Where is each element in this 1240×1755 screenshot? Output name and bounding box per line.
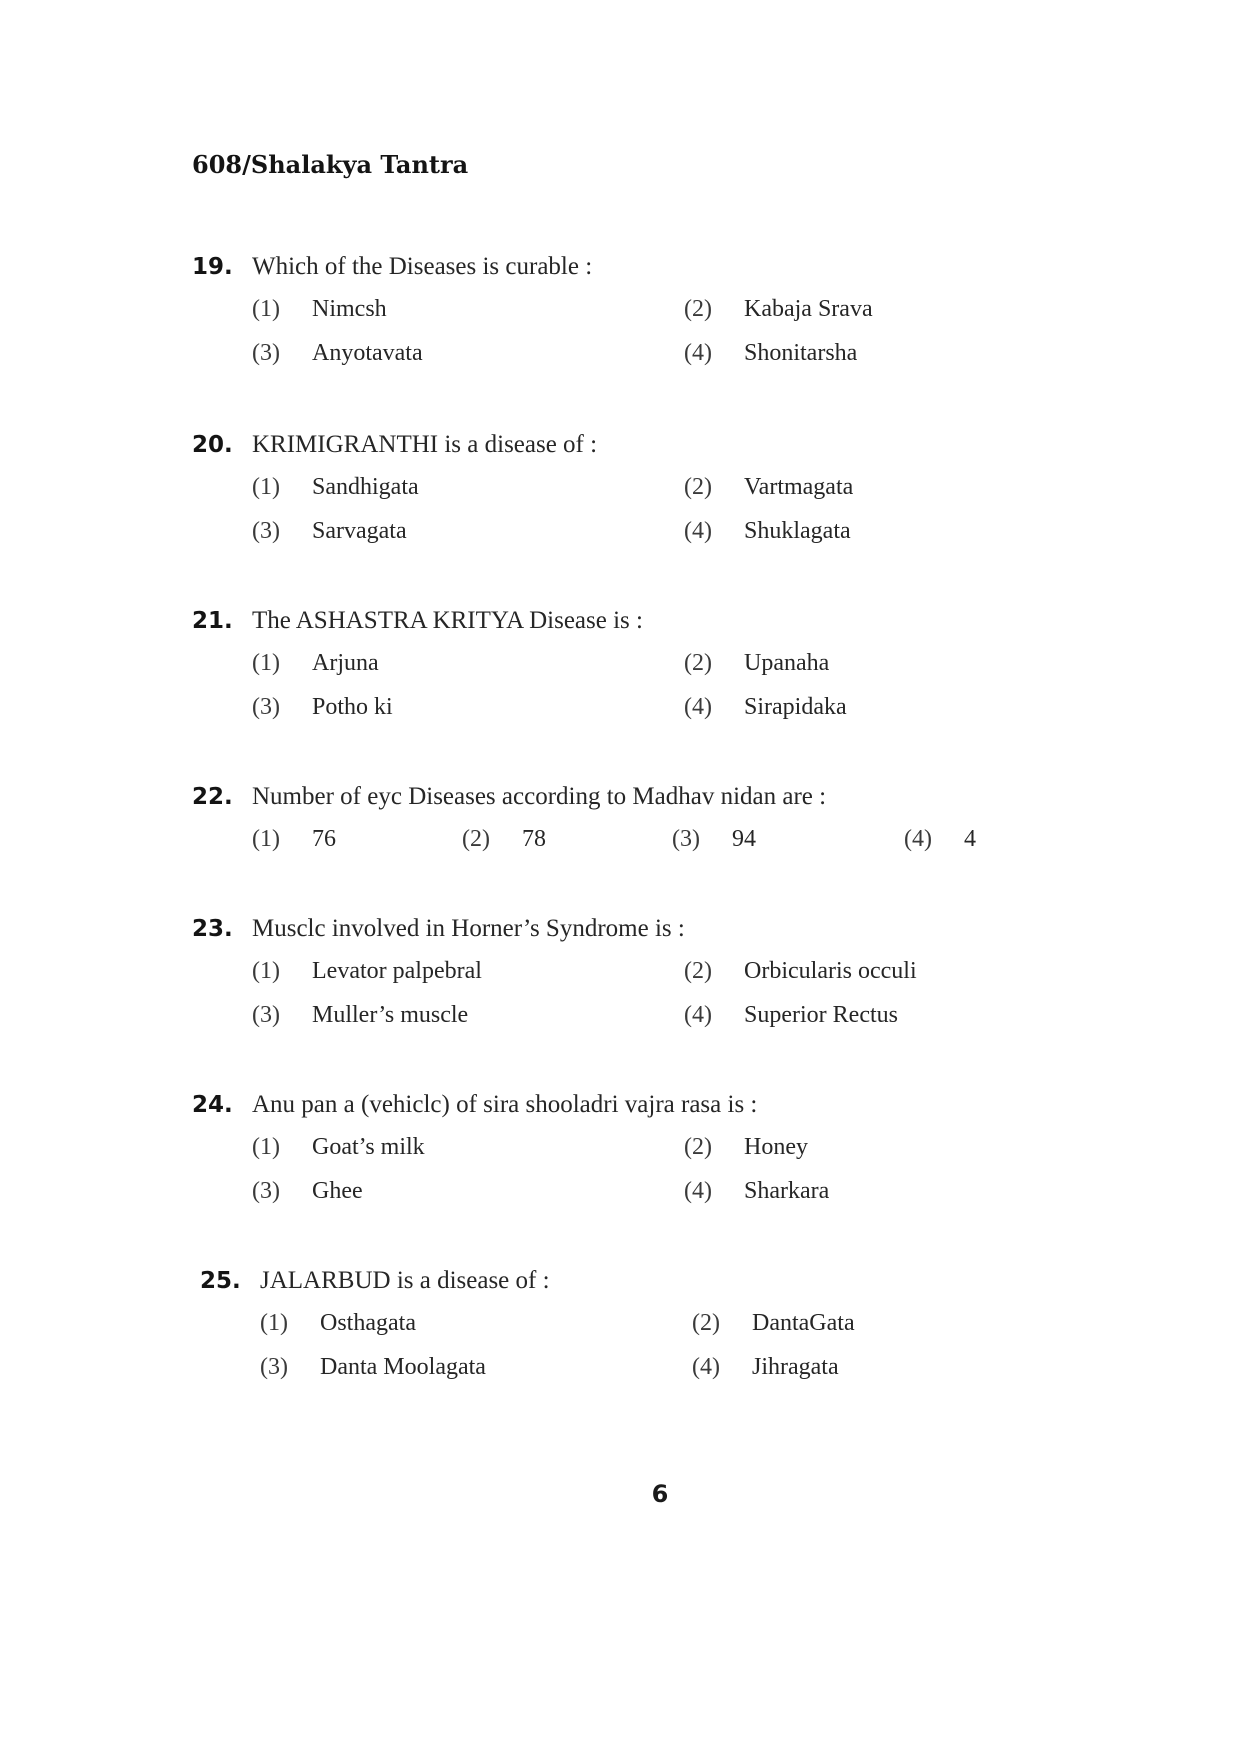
option-1: (1) Sandhigata (252, 474, 419, 500)
question-22 (192, 782, 1012, 854)
option-4: (4) Superior Rectus (684, 1002, 898, 1028)
option-4: (4) Sharkara (684, 1178, 830, 1204)
option-1: (1) Levator palpebral (252, 958, 482, 984)
option-2: (2) DantaGata (692, 1310, 855, 1336)
option-2: (2) Orbicularis occuli (684, 958, 917, 984)
question-text: JALARBUD is a disease of : (260, 1267, 550, 1294)
question-text: The ASHASTRA KRITYA Disease is : (252, 607, 643, 634)
question-number: 20. (192, 432, 233, 458)
question-text: Musclc involved in Horner’s Syndrome is : (252, 915, 685, 942)
question-number: 19. (192, 254, 233, 280)
option-3: (3) Anyotavata (252, 340, 423, 366)
question-21 (192, 606, 1012, 722)
question-25 (200, 1266, 1020, 1382)
option-2: (2) Honey (684, 1134, 808, 1160)
question-text: Number of eyc Diseases according to Madhav nidan are : (252, 783, 827, 810)
option-3: (3) Potho ki (252, 694, 393, 720)
question-text: KRIMIGRANTHI is a disease of : (252, 431, 598, 458)
question-19 (192, 252, 1012, 368)
question-text: Anu pan a (vehiclc) of sira shooladri vajra rasa is : (252, 1091, 758, 1118)
question-number: 23. (192, 916, 233, 942)
option-4: (4) Sirapidaka (684, 694, 847, 720)
page-number: 6 (651, 1480, 669, 1508)
option-4: (4) Jihragata (692, 1354, 839, 1380)
question-24 (192, 1090, 1012, 1206)
option-1: (1) Osthagata (260, 1310, 416, 1336)
option-1: (1) 76 (252, 826, 336, 852)
option-4: (4) Shonitarsha (684, 340, 858, 366)
option-3: (3) Danta Moolagata (260, 1354, 486, 1380)
question-20 (192, 430, 1012, 546)
question-number: 22. (192, 784, 233, 810)
option-3: (3) Sarvagata (252, 518, 407, 544)
option-3: (3) Ghee (252, 1178, 363, 1204)
question-23 (192, 914, 1012, 1030)
option-4: (4) Shuklagata (684, 518, 851, 544)
question-number: 25. (200, 1268, 241, 1294)
option-1: (1) Goat’s milk (252, 1134, 425, 1160)
question-number: 21. (192, 608, 233, 634)
option-2: (2) Vartmagata (684, 474, 854, 500)
option-2: (2) Upanaha (684, 650, 830, 676)
page-header: 608/Shalakya Tantra (192, 150, 469, 179)
question-text: Which of the Diseases is curable : (252, 253, 593, 280)
question-number: 24. (192, 1092, 233, 1118)
option-2: (2) Kabaja Srava (684, 296, 873, 322)
option-4: (4) 4 (904, 826, 976, 852)
option-1: (1) Arjuna (252, 650, 379, 676)
option-3: (3) Muller’s muscle (252, 1002, 469, 1028)
option-3: (3) 94 (672, 826, 756, 852)
option-2: (2) 78 (462, 826, 546, 852)
option-1: (1) Nimcsh (252, 296, 387, 322)
